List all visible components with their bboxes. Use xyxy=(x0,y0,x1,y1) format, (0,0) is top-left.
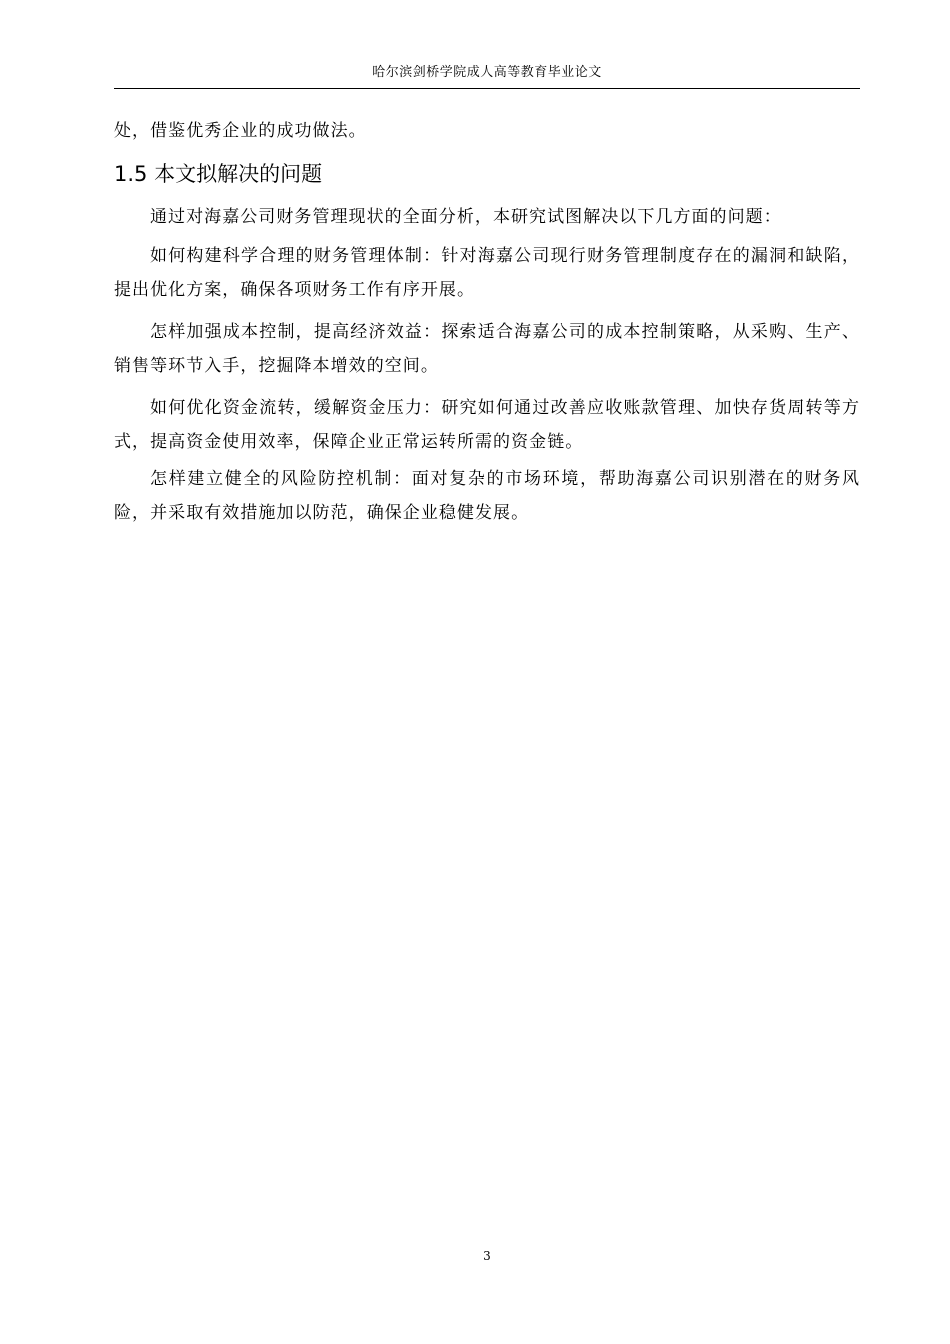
header-divider xyxy=(114,88,860,89)
paragraph-intro: 通过对海嘉公司财务管理现状的全面分析，本研究试图解决以下几方面的问题： xyxy=(150,207,782,227)
continuation-paragraph: 处，借鉴优秀企业的成功做法。 xyxy=(114,121,367,141)
paragraph-problem-2: 怎样加强成本控制，提高经济效益：探索适合海嘉公司的成本控制策略，从采购、生产、销售等环节入手，挖掘降本增效的空间。 xyxy=(114,322,860,376)
paragraph-problem-4: 怎样建立健全的风险防控机制：面对复杂的市场环境，帮助海嘉公司识别潜在的财务风险，并采取有效措施加以防范，确保企业稳健发展。 xyxy=(114,469,860,523)
page-header: 哈尔滨剑桥学院成人高等教育毕业论文 xyxy=(372,65,602,80)
section-heading: 1.5 本文拟解决的问题 xyxy=(114,162,323,186)
paragraph-problem-3: 如何优化资金流转，缓解资金压力：研究如何通过改善应收账款管理、加快存货周转等方式，提高资金使用效率，保障企业正常运转所需的资金链。 xyxy=(114,398,860,452)
paragraph-problem-1: 如何构建科学合理的财务管理体制：针对海嘉公司现行财务管理制度存在的漏洞和缺陷，提出优化方案，确保各项财务工作有序开展。 xyxy=(114,246,860,300)
page-number: 3 xyxy=(483,1249,491,1263)
